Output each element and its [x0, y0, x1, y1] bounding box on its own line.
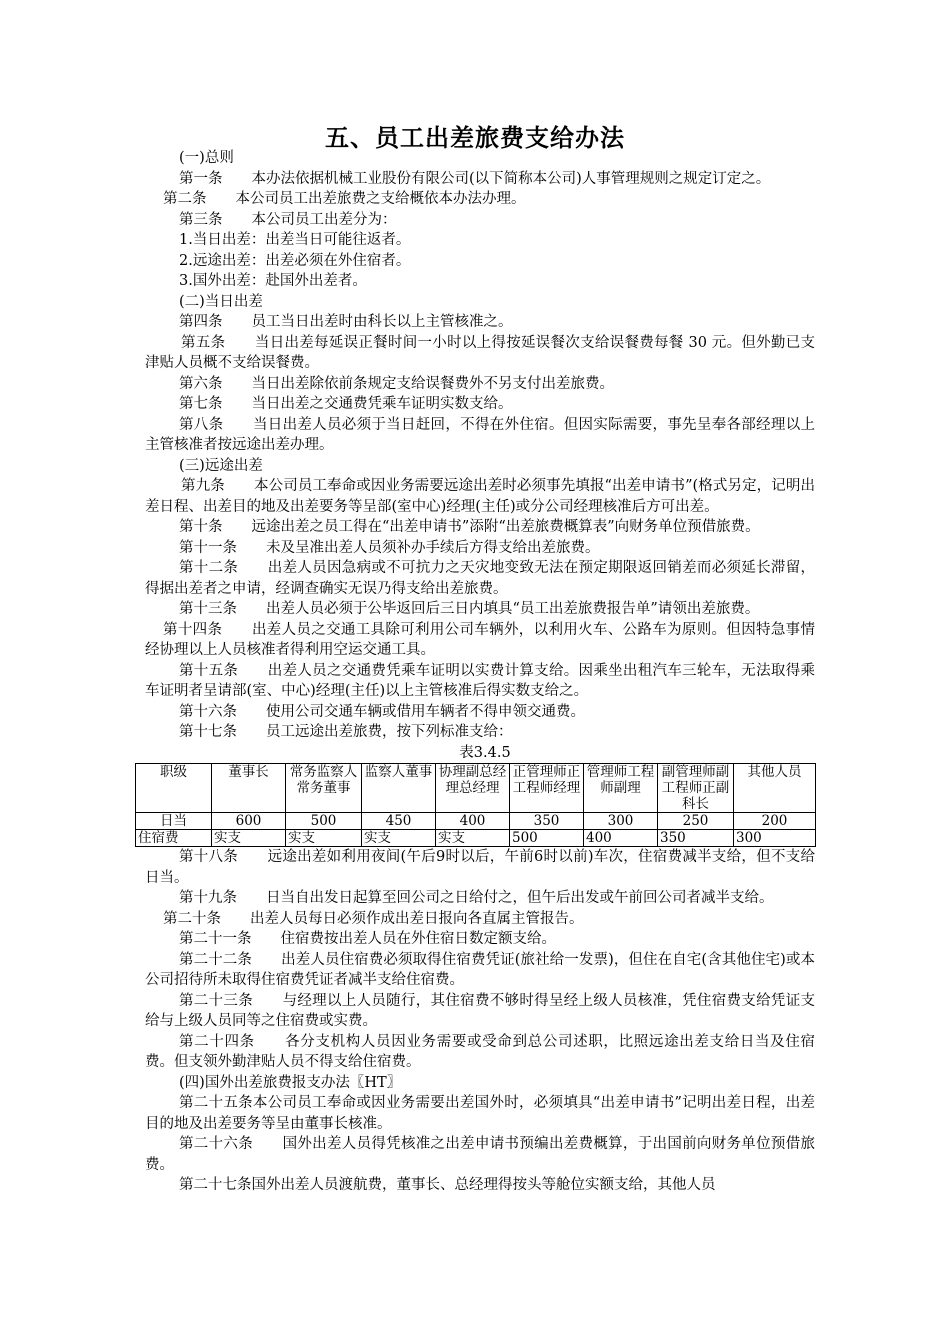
article-12: 第十二条 出差人员因急病或不可抗力之天灾地变致无法在预定期限返回销差而必须延长滞留，得据出差者之申请，经调查确实无误乃得支给出差旅费。	[145, 560, 815, 597]
table-cell: 300	[584, 813, 658, 830]
article-17: 第十七条 员工远途出差旅费，按下列标准支给：	[179, 724, 513, 740]
article-18: 第十八条 远途出差如利用夜间(午后9时以后，午前6时以前)车次，住宿费减半支给，但不支给日当。	[145, 849, 815, 886]
article-10: 第十条 远途出差之员工得在“出差申请书”添附“出差旅费概算表”向财务单位预借旅费。	[179, 519, 760, 535]
article-22: 第二十二条 出差人员住宿费必须取得住宿费凭证(旅社给一发票)，但住在自宅(含其他住宅)或本公司招待所未取得住宿费凭证者减半支给住宿费。	[145, 951, 815, 988]
header-cell: 董事长	[212, 764, 286, 813]
article-1: 第一条 本办法依据机械工业股份有限公司(以下简称本公司)人事管理规则之规定订定之。	[179, 170, 771, 187]
table-cell: 500	[510, 830, 584, 847]
article-14: 第十四条 出差人员之交通工具除可利用公司车辆外，以利用火车、公路车为原则。但因特急事情经协理以上人员核准者得利用空运交通工具。	[145, 621, 815, 658]
article-5: 第五条 当日出差每延误正餐时间一小时以上得按延误餐次支给误餐费每餐 30 元。但外勤已支津贴人员概不支给误餐费。	[145, 334, 815, 371]
table-cell: 350	[658, 830, 734, 847]
table-cell: 600	[212, 813, 286, 830]
article-9: 第九条 本公司员工奉命或因业务需要远途出差时必须事先填报“出差申请书”(格式另定，记明出差日程、出差目的地及出差要务等呈部(室中心)经理(主任)或分公司经理核准后方可出差。	[145, 478, 815, 515]
table-cell: 400	[436, 813, 510, 830]
table-cell: 300	[734, 830, 816, 847]
article-13: 第十三条 出差人员必须于公毕返回后三日内填具“员工出差旅费报告单”请领出差旅费。	[179, 601, 760, 617]
list-item: 2.远途出差：出差必须在外住宿者。	[179, 252, 411, 269]
table-cell: 实支	[362, 830, 436, 847]
article-11: 第十一条 未及呈准出差人员须补办手续后方得支给出差旅费。	[179, 539, 600, 556]
article-21: 第二十一条 住宿费按出差人员在外住宿日数定额支给。	[179, 931, 556, 947]
article-26: 第二十六条 国外出差人员得凭核准之出差申请书预编出差费概算，于出国前向财务单位预借旅费。	[145, 1136, 815, 1173]
table-cell: 日当	[136, 813, 212, 830]
header-cell: 职级	[136, 764, 212, 813]
header-cell: 监察人董事	[362, 764, 436, 813]
table-caption: 表3.4.5	[459, 744, 511, 761]
header-cell: 其他人员	[734, 764, 816, 813]
table-cell: 实支	[436, 830, 510, 847]
list-item: 3.国外出差：赴国外出差者。	[179, 273, 367, 289]
article-25: 第二十五条本公司员工奉命或因业务需要出差国外时，必须填具“出差申请书”记明出差日程，出差目的地及出差要务等呈由董事长核准。	[145, 1095, 815, 1132]
page-title: 五、员工出差旅费支给办法	[325, 124, 625, 152]
article-15: 第十五条 出差人员之交通费凭乘车证明以实费计算支给。因乘坐出租汽车三轮车，无法取得乘车证明者呈请部(室、中心)经理(主任)以上主管核准后得实数支给之。	[145, 662, 815, 699]
article-19: 第十九条 日当自出发日起算至回公司之日给付之，但午后出发或午前回公司者减半支给。	[179, 890, 774, 906]
table-row	[136, 830, 816, 847]
table-cell: 500	[286, 813, 362, 830]
article-8: 第八条 当日出差人员必须于当日赶回，不得在外住宿。但因实际需要，事先呈奉各部经理以上主管核准者按远途出差办理。	[145, 416, 815, 453]
document-body	[138, 148, 815, 1196]
table-header-row	[136, 764, 816, 813]
header-cell: 正管理师正工程师经理	[510, 764, 584, 813]
article-16: 第十六条 使用公司交通车辆或借用车辆者不得申领交通费。	[179, 703, 585, 720]
table-cell: 250	[658, 813, 734, 830]
table-cell: 400	[584, 830, 658, 847]
section-heading-overseas: (四)国外出差旅费报支办法〖HT〗	[179, 1074, 402, 1091]
section-heading-same-day: (二)当日出差	[179, 293, 263, 310]
table-row	[136, 813, 816, 830]
header-cell: 副管理师副工程师正副科长	[658, 764, 734, 813]
header-cell: 常务监察人常务董事	[286, 764, 362, 813]
article-6: 第六条 当日出差除依前条规定支给误餐费外不另支付出差旅费。	[179, 375, 614, 392]
table-cell: 200	[734, 813, 816, 830]
table-cell: 实支	[286, 830, 362, 847]
travel-rate-table	[135, 763, 816, 847]
article-27: 第二十七条国外出差人员渡航费，董事长、总经理得按头等舱位实额支给，其他人员	[179, 1177, 716, 1193]
article-2: 第二条 本公司员工出差旅费之支给概依本办法办理。	[163, 191, 526, 207]
article-7: 第七条 当日出差之交通费凭乘车证明实数支给。	[179, 396, 513, 412]
section-heading-long-distance: (三)远途出差	[179, 457, 263, 474]
table-cell: 350	[510, 813, 584, 830]
header-cell: 管理师工程师副理	[584, 764, 658, 813]
table-cell: 实支	[212, 830, 286, 847]
table-cell: 450	[362, 813, 436, 830]
article-3: 第三条 本公司员工出差分为：	[179, 211, 397, 228]
table-cell: 住宿费	[136, 830, 212, 847]
article-4: 第四条 员工当日出差时由科长以上主管核准之。	[179, 314, 513, 330]
article-20: 第二十条 出差人员每日必须作成出差日报向各直属主管报告。	[163, 910, 584, 927]
list-item: 1.当日出差：出差当日可能往返者。	[179, 232, 411, 248]
article-23: 第二十三条 与经理以上人员随行，其住宿费不够时得呈经上级人员核准，凭住宿费支给凭证支给与上级人员同等之住宿费或实费。	[145, 992, 815, 1029]
section-heading-general: (一)总则	[179, 150, 234, 166]
header-cell: 协理副总经理总经理	[436, 764, 510, 813]
article-24: 第二十四条 各分支机构人员因业务需要或受命到总公司述职，比照远途出差支给日当及住宿费。但支领外勤津贴人员不得支给住宿费。	[145, 1033, 815, 1070]
